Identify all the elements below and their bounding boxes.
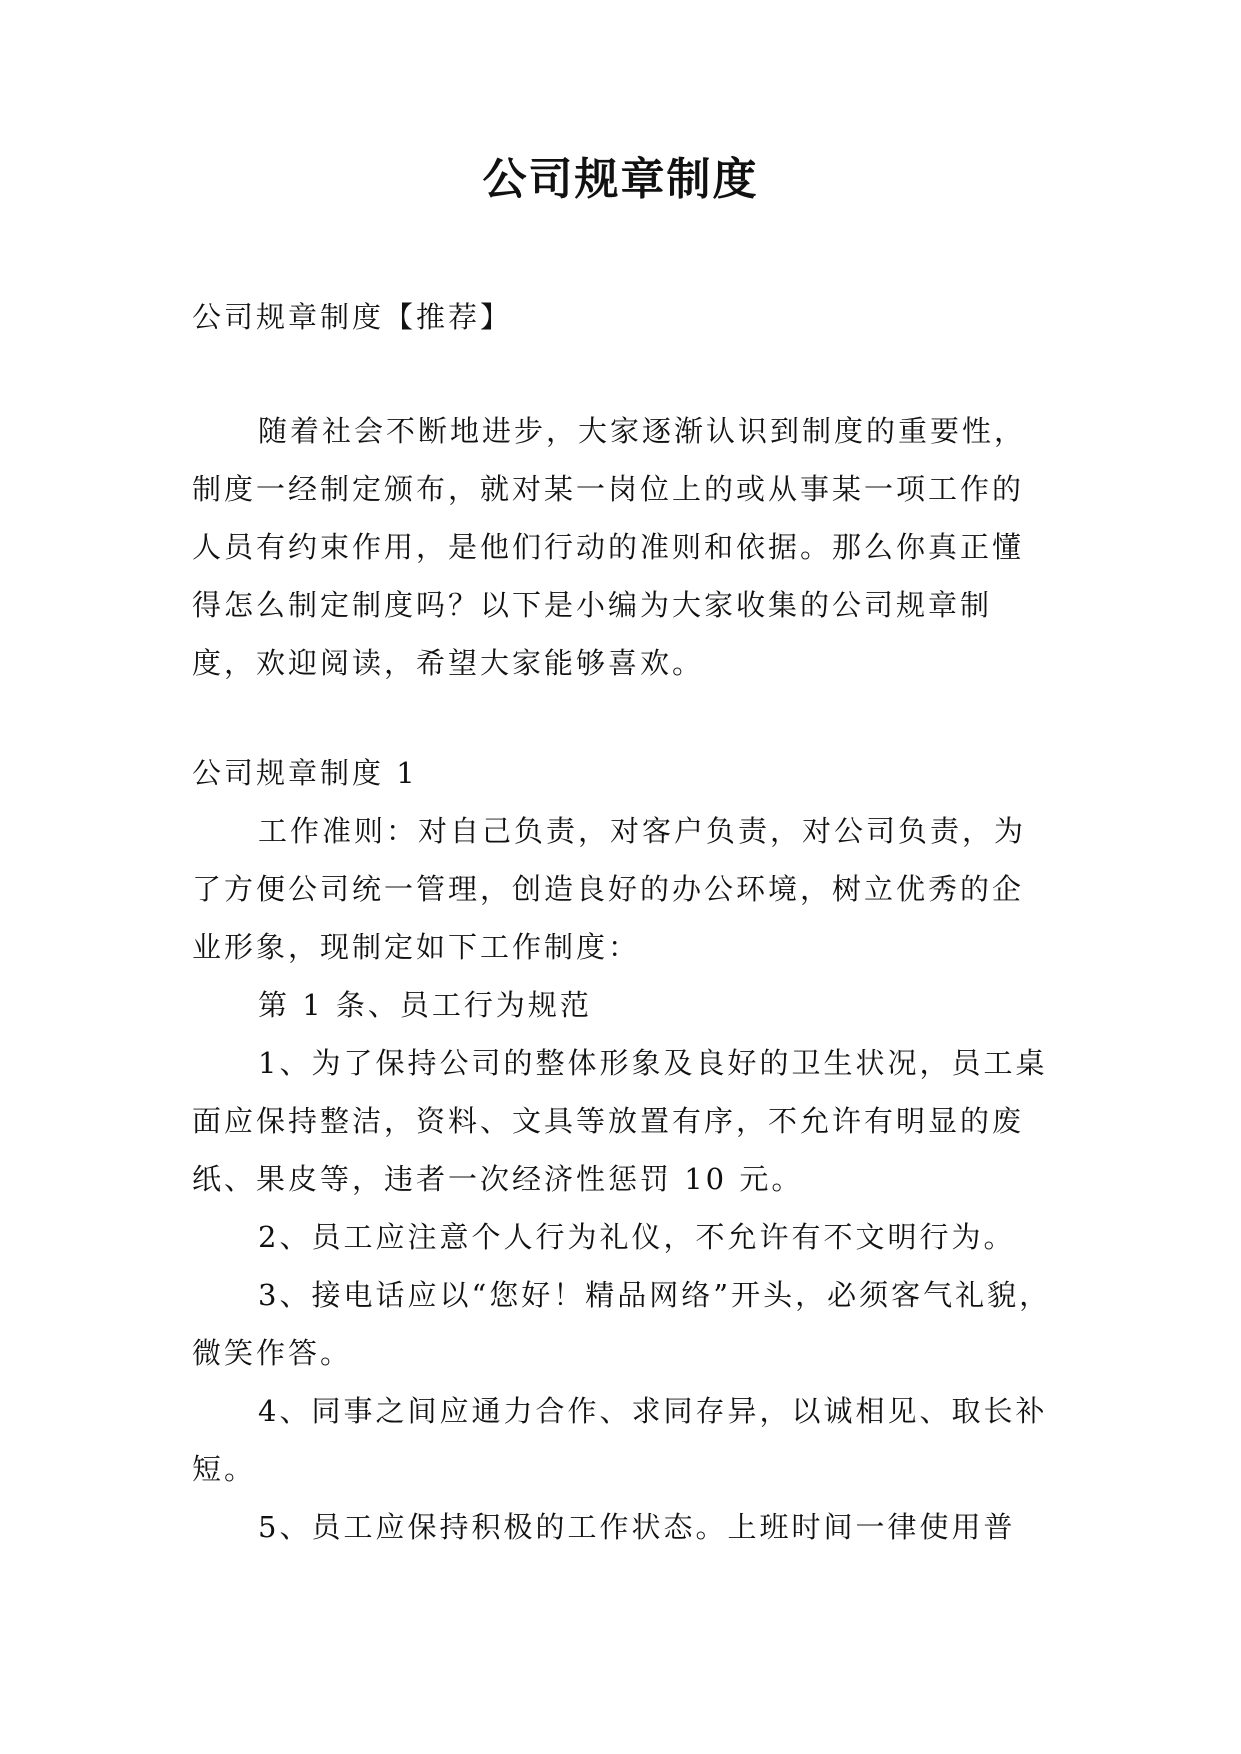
rule-item-5: 5、员工应保持积极的工作状态。上班时间一律使用普 [258, 1510, 1016, 1544]
rule-item-1: 1、为了保持公司的整体形象及良好的卫生状况，员工桌面应保持整洁，资料、文具等放置有序，不允许有明显的废纸、果皮等，违者一次经济性惩罚 10 元。 [192, 1046, 1048, 1196]
section-heading: 公司规章制度 1 [192, 756, 418, 790]
rule-item-2: 2、员工应注意个人行为礼仪，不允许有不文明行为。 [258, 1220, 1016, 1254]
article-title: 第 1 条、员工行为规范 [258, 988, 592, 1022]
document-title: 公司规章制度 [482, 154, 759, 205]
rule-item-4: 4、同事之间应通力合作、求同存异，以诚相见、取长补短。 [192, 1394, 1048, 1486]
rule-item-3: 3、接电话应以“您好！精品网络”开头，必须客气礼貌，微笑作答。 [192, 1278, 1052, 1370]
document-subtitle: 公司规章制度【推荐】 [192, 300, 513, 334]
intro-paragraph: 随着社会不断地进步，大家逐渐认识到制度的重要性，制度一经制定颁布，就对某一岗位上的或从事某一项工作的人员有约束作用，是他们行动的准则和依据。那么你真正懂得怎么制定制度吗？以下是小编为大家收集的公司规章制度，欢迎阅读，希望大家能够喜欢。 [192, 414, 1027, 680]
work-principle-paragraph: 工作准则：对自己负责，对客户负责，对公司负责，为了方便公司统一管理，创造良好的办公环境，树立优秀的企业形象，现制定如下工作制度： [192, 814, 1027, 964]
document-body [192, 288, 1052, 1556]
